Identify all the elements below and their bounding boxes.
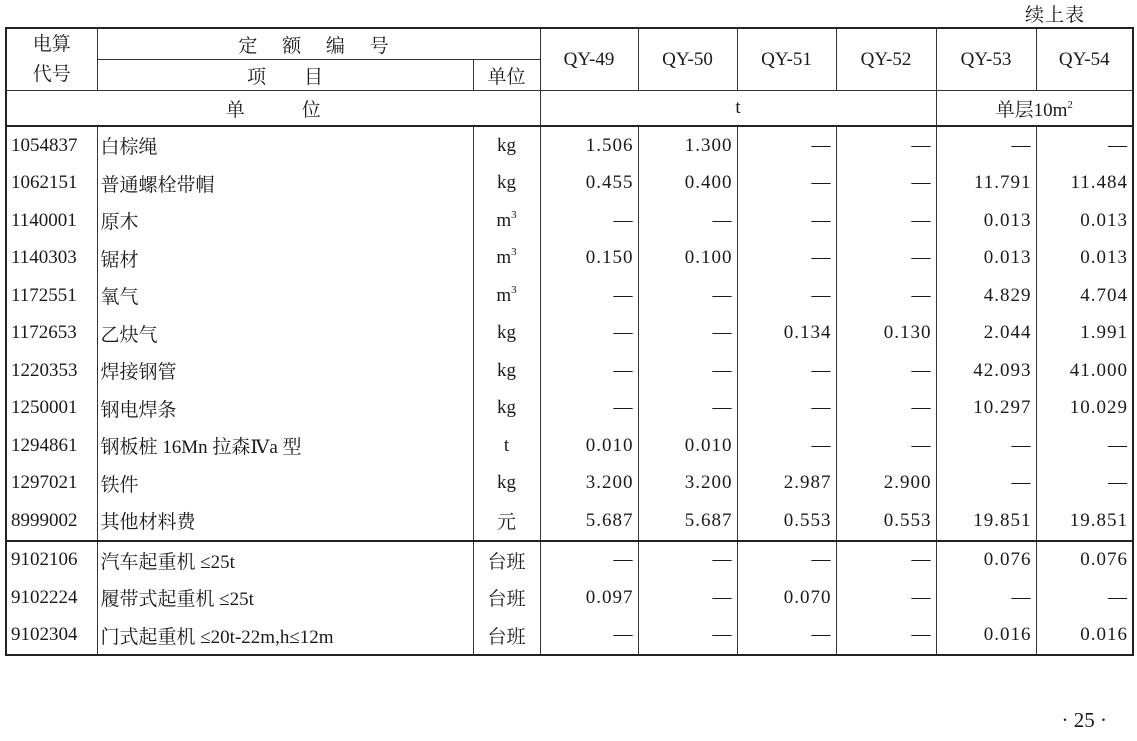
row-unit-label: kg xyxy=(497,134,516,156)
row-value-qy-54: 0.076 xyxy=(1036,541,1133,580)
row-code: 1172551 xyxy=(6,277,97,315)
row-value-qy-53: 0.013 xyxy=(936,202,1036,240)
row-unit-label: m xyxy=(496,284,512,306)
code-header-line1: 电算 xyxy=(32,33,71,55)
row-value-qy-49: 3.200 xyxy=(540,465,638,503)
item-header: 项 目 xyxy=(97,60,473,91)
unit-row-label: 单 位 xyxy=(6,91,540,127)
row-unit xyxy=(473,617,540,656)
row-unit xyxy=(473,126,540,165)
row-value-qy-49: 5.687 xyxy=(540,502,638,541)
row-value-qy-50: — xyxy=(638,579,737,617)
row-value-qy-51: 0.134 xyxy=(737,315,836,353)
table-row xyxy=(6,240,1133,278)
code-header xyxy=(6,28,97,91)
row-value-qy-51: 0.553 xyxy=(737,502,836,541)
row-value-qy-49: 0.097 xyxy=(540,579,638,617)
row-value-qy-53: — xyxy=(936,427,1036,465)
row-value-qy-50: 0.400 xyxy=(638,165,737,203)
row-item: 钢板桩 16Mn 拉森Ⅳa 型 xyxy=(97,427,473,465)
row-item: 铁件 xyxy=(97,465,473,503)
column-header-qy-49: QY-49 xyxy=(540,28,638,91)
row-value-qy-53: — xyxy=(936,579,1036,617)
row-value-qy-50: — xyxy=(638,202,737,240)
row-value-qy-52: — xyxy=(836,126,936,165)
table-row xyxy=(6,277,1133,315)
row-value-qy-51: — xyxy=(737,126,836,165)
row-code: 1220353 xyxy=(6,352,97,390)
row-code: 8999002 xyxy=(6,502,97,541)
table-row xyxy=(6,579,1133,617)
row-unit xyxy=(473,427,540,465)
quota-number-label: 定 额 编 号 xyxy=(238,35,399,57)
table-row xyxy=(6,390,1133,428)
row-unit-label: 台班 xyxy=(487,626,526,648)
row-value-qy-53: 0.016 xyxy=(936,617,1036,656)
table-row xyxy=(6,352,1133,390)
row-code: 1140001 xyxy=(6,202,97,240)
row-value-qy-53: 0.076 xyxy=(936,541,1036,580)
row-unit xyxy=(473,390,540,428)
row-value-qy-51: — xyxy=(737,240,836,278)
row-value-qy-52: 0.130 xyxy=(836,315,936,353)
row-value-qy-49: — xyxy=(540,541,638,580)
row-value-qy-50: 3.200 xyxy=(638,465,737,503)
row-value-qy-49: 0.150 xyxy=(540,240,638,278)
row-value-qy-51: — xyxy=(737,541,836,580)
row-value-qy-53: 0.013 xyxy=(936,240,1036,278)
row-item: 钢电焊条 xyxy=(97,390,473,428)
row-value-qy-50: — xyxy=(638,541,737,580)
row-value-qy-50: — xyxy=(638,277,737,315)
row-value-qy-54: 4.704 xyxy=(1036,277,1133,315)
row-unit xyxy=(473,465,540,503)
row-unit xyxy=(473,579,540,617)
table-row xyxy=(6,502,1133,541)
table-row xyxy=(6,126,1133,165)
row-value-qy-49: — xyxy=(540,277,638,315)
row-value-qy-53: 11.791 xyxy=(936,165,1036,203)
row-item: 普通螺栓带帽 xyxy=(97,165,473,203)
row-value-qy-49: — xyxy=(540,390,638,428)
row-item: 汽车起重机 ≤25t xyxy=(97,541,473,580)
row-value-qy-49: — xyxy=(540,352,638,390)
row-code: 9102224 xyxy=(6,579,97,617)
row-unit xyxy=(473,240,540,278)
row-unit-label: 台班 xyxy=(487,551,526,573)
unit-header: 单位 xyxy=(473,60,540,91)
row-unit xyxy=(473,541,540,580)
code-header-line2: 代号 xyxy=(32,63,71,85)
row-value-qy-53: 19.851 xyxy=(936,502,1036,541)
row-code: 1062151 xyxy=(6,165,97,203)
row-value-qy-54: 41.000 xyxy=(1036,352,1133,390)
row-value-qy-51: — xyxy=(737,165,836,203)
row-value-qy-49: — xyxy=(540,617,638,656)
row-value-qy-51: 0.070 xyxy=(737,579,836,617)
table-row xyxy=(6,465,1133,503)
row-value-qy-54: — xyxy=(1036,126,1133,165)
unit-single-layer-sup: 2 xyxy=(1067,98,1073,111)
row-value-qy-52: — xyxy=(836,427,936,465)
row-value-qy-54: 10.029 xyxy=(1036,390,1133,428)
row-item: 白棕绳 xyxy=(97,126,473,165)
row-unit-label: kg xyxy=(497,359,516,381)
row-value-qy-52: — xyxy=(836,277,936,315)
row-value-qy-50: 5.687 xyxy=(638,502,737,541)
row-value-qy-54: — xyxy=(1036,427,1133,465)
table-row xyxy=(6,165,1133,203)
row-item: 履带式起重机 ≤25t xyxy=(97,579,473,617)
row-unit-sup: 3 xyxy=(511,246,517,259)
row-code: 9102106 xyxy=(6,541,97,580)
quota-number-header xyxy=(97,28,540,60)
quota-table xyxy=(5,27,1134,656)
row-item: 原木 xyxy=(97,202,473,240)
row-value-qy-50: — xyxy=(638,617,737,656)
row-code: 1054837 xyxy=(6,126,97,165)
row-unit-label: kg xyxy=(497,472,516,494)
row-item: 焊接钢管 xyxy=(97,352,473,390)
row-unit-label: m xyxy=(496,247,512,269)
column-header-qy-53: QY-53 xyxy=(936,28,1036,91)
row-item: 其他材料费 xyxy=(97,502,473,541)
row-value-qy-50: — xyxy=(638,352,737,390)
continued-table-label: 续上表 xyxy=(1024,5,1085,26)
row-unit-label: m xyxy=(496,209,512,231)
row-value-qy-51: — xyxy=(737,617,836,656)
row-code: 1140303 xyxy=(6,240,97,278)
row-item: 门式起重机 ≤20t-22m,h≤12m xyxy=(97,617,473,656)
row-code: 1297021 xyxy=(6,465,97,503)
row-value-qy-50: — xyxy=(638,315,737,353)
row-value-qy-50: 0.010 xyxy=(638,427,737,465)
row-value-qy-50: 1.300 xyxy=(638,126,737,165)
row-code: 1172653 xyxy=(6,315,97,353)
row-value-qy-49: — xyxy=(540,202,638,240)
row-value-qy-54: — xyxy=(1036,579,1133,617)
column-header-qy-52: QY-52 xyxy=(836,28,936,91)
row-item: 氧气 xyxy=(97,277,473,315)
row-value-qy-49: 0.010 xyxy=(540,427,638,465)
row-unit xyxy=(473,352,540,390)
row-value-qy-49: 1.506 xyxy=(540,126,638,165)
row-value-qy-54: 1.991 xyxy=(1036,315,1133,353)
row-value-qy-52: — xyxy=(836,240,936,278)
row-unit-label: kg xyxy=(497,397,516,419)
row-value-qy-53: 10.297 xyxy=(936,390,1036,428)
unit-single-layer xyxy=(936,91,1133,127)
row-value-qy-49: 0.455 xyxy=(540,165,638,203)
row-value-qy-54: 11.484 xyxy=(1036,165,1133,203)
column-header-qy-54: QY-54 xyxy=(1036,28,1133,91)
row-unit-label: kg xyxy=(497,172,516,194)
row-value-qy-50: — xyxy=(638,390,737,428)
page-number: · 25 · xyxy=(1061,708,1107,732)
row-value-qy-54: 19.851 xyxy=(1036,502,1133,541)
row-value-qy-51: — xyxy=(737,390,836,428)
row-value-qy-54: 0.013 xyxy=(1036,240,1133,278)
row-unit-sup: 3 xyxy=(511,283,517,296)
column-header-qy-51: QY-51 xyxy=(737,28,836,91)
row-unit xyxy=(473,315,540,353)
row-unit-label: t xyxy=(503,434,510,456)
row-value-qy-52: — xyxy=(836,579,936,617)
row-unit-label: 元 xyxy=(496,512,516,534)
table-row xyxy=(6,315,1133,353)
row-value-qy-53: 42.093 xyxy=(936,352,1036,390)
table-row xyxy=(6,202,1133,240)
row-value-qy-53: 2.044 xyxy=(936,315,1036,353)
unit-single-layer-label: 单层10m xyxy=(995,99,1068,121)
row-value-qy-52: — xyxy=(836,352,936,390)
row-value-qy-51: 2.987 xyxy=(737,465,836,503)
row-code: 1294861 xyxy=(6,427,97,465)
row-item: 乙炔气 xyxy=(97,315,473,353)
table-row xyxy=(6,617,1133,656)
row-value-qy-52: — xyxy=(836,165,936,203)
row-unit xyxy=(473,202,540,240)
row-value-qy-51: — xyxy=(737,202,836,240)
row-value-qy-54: 0.016 xyxy=(1036,617,1133,656)
row-unit-label: 台班 xyxy=(487,589,526,611)
row-value-qy-52: — xyxy=(836,202,936,240)
row-code: 9102304 xyxy=(6,617,97,656)
column-header-qy-50: QY-50 xyxy=(638,28,737,91)
row-value-qy-52: — xyxy=(836,617,936,656)
row-value-qy-52: — xyxy=(836,541,936,580)
row-unit-label: kg xyxy=(497,322,516,344)
row-value-qy-51: — xyxy=(737,352,836,390)
row-value-qy-50: 0.100 xyxy=(638,240,737,278)
row-code: 1250001 xyxy=(6,390,97,428)
table-row xyxy=(6,541,1133,580)
row-value-qy-51: — xyxy=(737,277,836,315)
row-value-qy-54: 0.013 xyxy=(1036,202,1133,240)
row-value-qy-53: — xyxy=(936,465,1036,503)
unit-t: t xyxy=(540,91,936,127)
row-value-qy-53: 4.829 xyxy=(936,277,1036,315)
table-row xyxy=(6,427,1133,465)
row-value-qy-53: — xyxy=(936,126,1036,165)
row-value-qy-54: — xyxy=(1036,465,1133,503)
row-value-qy-52: 2.900 xyxy=(836,465,936,503)
row-unit xyxy=(473,165,540,203)
row-value-qy-52: — xyxy=(836,390,936,428)
row-item: 锯材 xyxy=(97,240,473,278)
row-unit-sup: 3 xyxy=(511,208,517,221)
row-unit xyxy=(473,502,540,541)
row-unit xyxy=(473,277,540,315)
row-value-qy-51: — xyxy=(737,427,836,465)
row-value-qy-52: 0.553 xyxy=(836,502,936,541)
row-value-qy-49: — xyxy=(540,315,638,353)
